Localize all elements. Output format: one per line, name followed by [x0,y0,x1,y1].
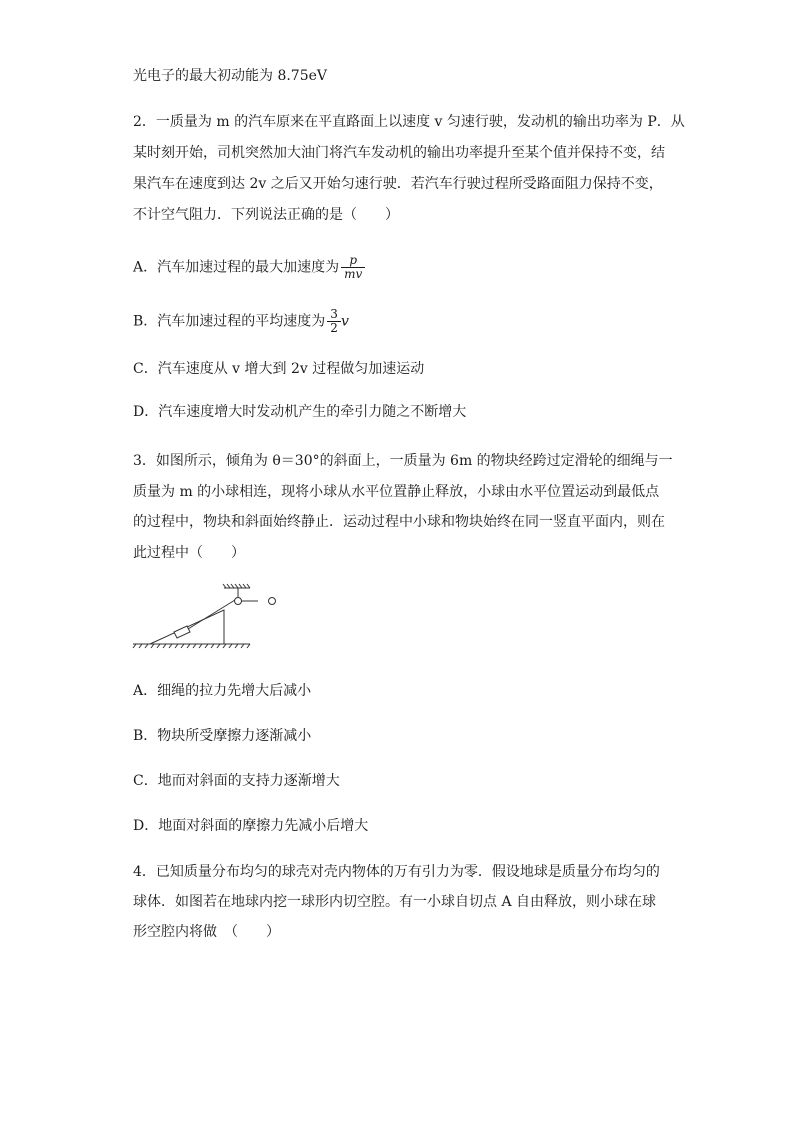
q2-option-d[interactable]: D．汽车速度增大时发动机产生的牵引力随之不断增大 [133,404,467,420]
q3-line-4: 此过程中（ ） [133,545,245,561]
q2-option-b[interactable] [133,308,349,335]
ground [133,644,250,648]
q3-line-3: 的过程中，物块和斜面始终静止．运动过程中小球和物块始终在同一竖直平面内，则在 [133,514,665,530]
ball [269,598,276,605]
q2-option-b-text: B．汽车加速过程的平均速度为 [133,313,326,330]
q3-option-b[interactable]: B．物块所受摩擦力逐渐减小 [133,728,312,744]
fraction-denominator: mv [344,267,363,281]
incline-pulley-diagram [128,580,258,652]
ceiling-support [223,584,250,598]
fraction-numerator: 3 [327,308,341,322]
q4-line-2: 球体．如图若在地球内挖一球形内切空腔。有一小球自切点 A 自由释放，则小球在球 [133,894,657,910]
q3-line-2: 质量为 m 的小球相连，现将小球从水平位置静止释放，小球由水平位置运动到最低点 [133,484,660,500]
variable-v: v [340,313,349,330]
q2-line-3: 果汽车在速度到达 2v 之后又开始匀速行驶．若汽车行驶过程所受路面阻力保持不变， [133,176,663,192]
q2-line-1: 2．一质量为 m 的汽车原来在平直路面上以速度 v 匀速行驶，发动机的输出功率为 P．从 [133,114,685,130]
q4-line-3: 形空腔内将做 （ ） [133,924,280,940]
q3-option-d[interactable]: D．地面对斜面的摩擦力先减小后增大 [133,818,369,834]
fraction-denominator: 2 [330,321,338,335]
q3-option-a[interactable]: A．细绳的拉力先增大后减小 [133,683,312,699]
pulley [235,598,242,605]
q2-option-c[interactable]: C．汽车速度从 v 增大到 2v 过程做匀加速运动 [133,361,425,377]
q2-option-a[interactable] [133,254,365,281]
intro-line: 光电子的最大初动能为 8.75eV [133,68,328,84]
fraction-p-over-mv [341,254,365,281]
q3-option-c[interactable]: C．地而对斜面的支持力逐渐增大 [133,773,340,789]
q2-line-4: 不计空气阻力．下列说法正确的是（ ） [133,207,399,223]
q4-line-1: 4．已知质量分布均匀的球壳对壳内物体的万有引力为零．假设地球是质量分布均匀的 [133,864,660,880]
block [174,626,190,638]
q2-option-a-text: A．汽车加速过程的最大加速度为 [133,259,340,276]
fraction-numerator: p [341,254,365,268]
rope-to-block [188,600,235,629]
q2-line-2: 某时刻开始，司机突然加大油门将汽车发动机的输出功率提升至某个值并保持不变，结 [133,145,665,161]
fraction-three-halves [327,308,341,335]
q3-line-1: 3．如图所示，倾角为 θ＝30°的斜面上，一质量为 6m 的物块经跨过定滑轮的细绳与一 [133,453,673,469]
ball-diagram [265,595,279,609]
